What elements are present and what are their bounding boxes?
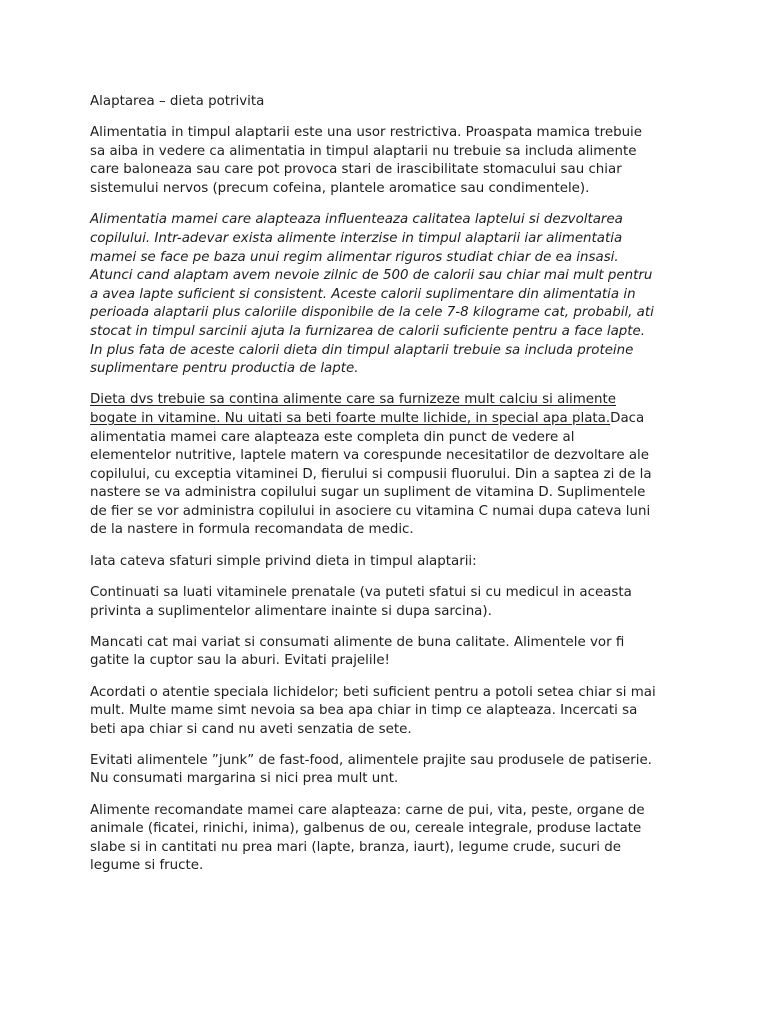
underlined-text: Dieta dvs trebuie sa contina alimente care sa furnizeze mult calciu si alimente	[90, 392, 617, 408]
paragraph-line: Alimentatia mamei care alapteaza influenteaza calitatea laptelui si dezvoltarea	[90, 212, 623, 228]
paragraph-line: sa aiba in vedere ca alimentatia in timpul alaptarii nu trebuie sa includa alimente	[90, 143, 637, 159]
paragraph-line: nastere se va administra copilului sugar un supliment de vitamina D. Suplimentele	[90, 485, 646, 501]
paragraph-line: suplimentare pentru productia de lapte.	[90, 361, 359, 377]
paragraph-line: animale (ficatei, rinichi, inima), galbenus de ou, cereale integrale, produse lactate	[90, 821, 642, 837]
paragraph-line: care baloneaza sau care pot provoca stari de irascibilitate stomacului sau chiar	[90, 162, 622, 178]
paragraph-line	[90, 391, 680, 410]
paragraph-italic	[90, 211, 680, 378]
paragraph-variety	[90, 634, 680, 671]
paragraph-line: Acordati o atentie speciala lichidelor; beti suficient pentru a potoli setea chiar si mai	[90, 684, 656, 700]
paragraph-line: privinta a suplimentelor alimentare inainte si dupa sarcina).	[90, 603, 492, 619]
underlined-text: bogate in vitamine. Nu uitati sa beti foarte multe lichide, in special apa plata.	[90, 410, 611, 426]
paragraph-line: copilului, cu exceptia vitaminei D, fierului si compusii fluorului. Din a saptea zi de la	[90, 466, 652, 482]
paragraph-line: de la nastere in formula recomandata de medic.	[90, 522, 414, 538]
paragraph-liquids	[90, 684, 680, 740]
paragraph-tips-intro	[90, 553, 680, 572]
title-text: Alaptarea – dieta potrivita	[90, 94, 265, 109]
document-page	[90, 93, 680, 888]
paragraph-line: Alimente recomandate mamei care alapteaza: carne de pui, vita, peste, organe de	[90, 802, 645, 818]
paragraph-line: sistemului nervos (precum cofeina, plantele aromatice sau condimentele).	[90, 180, 590, 196]
paragraph-line	[90, 410, 680, 429]
paragraph-line: Nu consumati margarina si nici prea mult unt.	[90, 771, 399, 787]
paragraph-line: beti apa chiar si cand nu aveti senzatia de sete.	[90, 721, 412, 737]
paragraph-line: Continuati sa luati vitaminele prenatale (va puteti sfatui si cu medicul in aceasta	[90, 585, 632, 601]
paragraph-line: mamei se face pe baza unui regim alimentar riguros studiat chiar de ea insasi.	[90, 249, 619, 265]
paragraph-line: gatite la cuptor sau la aburi. Evitati prajelile!	[90, 653, 390, 669]
document-title	[90, 93, 680, 112]
paragraph-line: legume si fructe.	[90, 858, 204, 874]
paragraph-line: a avea lapte suficient si consistent. Aceste calorii suplimentare din alimentatia in	[90, 286, 636, 302]
paragraph-line: Mancati cat mai variat si consumati alimente de buna calitate. Alimentele vor fi	[90, 634, 625, 650]
paragraph-intro	[90, 124, 680, 198]
paragraph-line: de fier se vor administra copilului in asociere cu vitamina C numai dupa cateva luni	[90, 503, 651, 519]
paragraph-recommended-foods	[90, 802, 680, 876]
paragraph-line: Atunci cand alaptam avem nevoie zilnic de 500 de calorii sau chiar mai mult pentru	[90, 268, 653, 284]
paragraph-line: elementelor nutritive, laptele matern va corespunde necesitatilor de dezvoltare ale	[90, 448, 649, 464]
paragraph-line: slabe si in cantitati nu prea mari (lapte, branza, iaurt), legume crude, sucuri de	[90, 839, 622, 855]
paragraph-vitamins	[90, 584, 680, 621]
paragraph-line: In plus fata de aceste calorii dieta din timpul alaptarii trebuie sa includa proteine	[90, 342, 634, 358]
paragraph-junk-food	[90, 752, 680, 789]
paragraph-line: perioada alaptarii plus caloriile disponibile de la cele 7-8 kilograme cat, probabil, ati	[90, 305, 654, 321]
paragraph-line: mult. Multe mame simt nevoia sa bea apa chiar in timp ce alapteaza. Incercati sa	[90, 703, 638, 719]
paragraph-line: stocat in timpul sarcinii ajuta la furnizarea de calorii suficiente pentru a face lapte.	[90, 324, 646, 340]
paragraph-line: Evitati alimentele ”junk” de fast-food, alimentele prajite sau produsele de patiserie.	[90, 752, 652, 768]
paragraph-line: Alimentatia in timpul alaptarii este una usor restrictiva. Proaspata mamica trebuie	[90, 125, 643, 141]
line-tail-text: Daca	[610, 410, 645, 426]
paragraph-line: Iata cateva sfaturi simple privind dieta in timpul alaptarii:	[90, 554, 477, 570]
paragraph-line: alimentatia mamei care alapteaza este completa din punct de vedere al	[90, 429, 575, 445]
paragraph-diet	[90, 391, 680, 540]
paragraph-line: copilului. Intr-adevar exista alimente interzise in timpul alaptarii iar alimentatia	[90, 231, 623, 247]
